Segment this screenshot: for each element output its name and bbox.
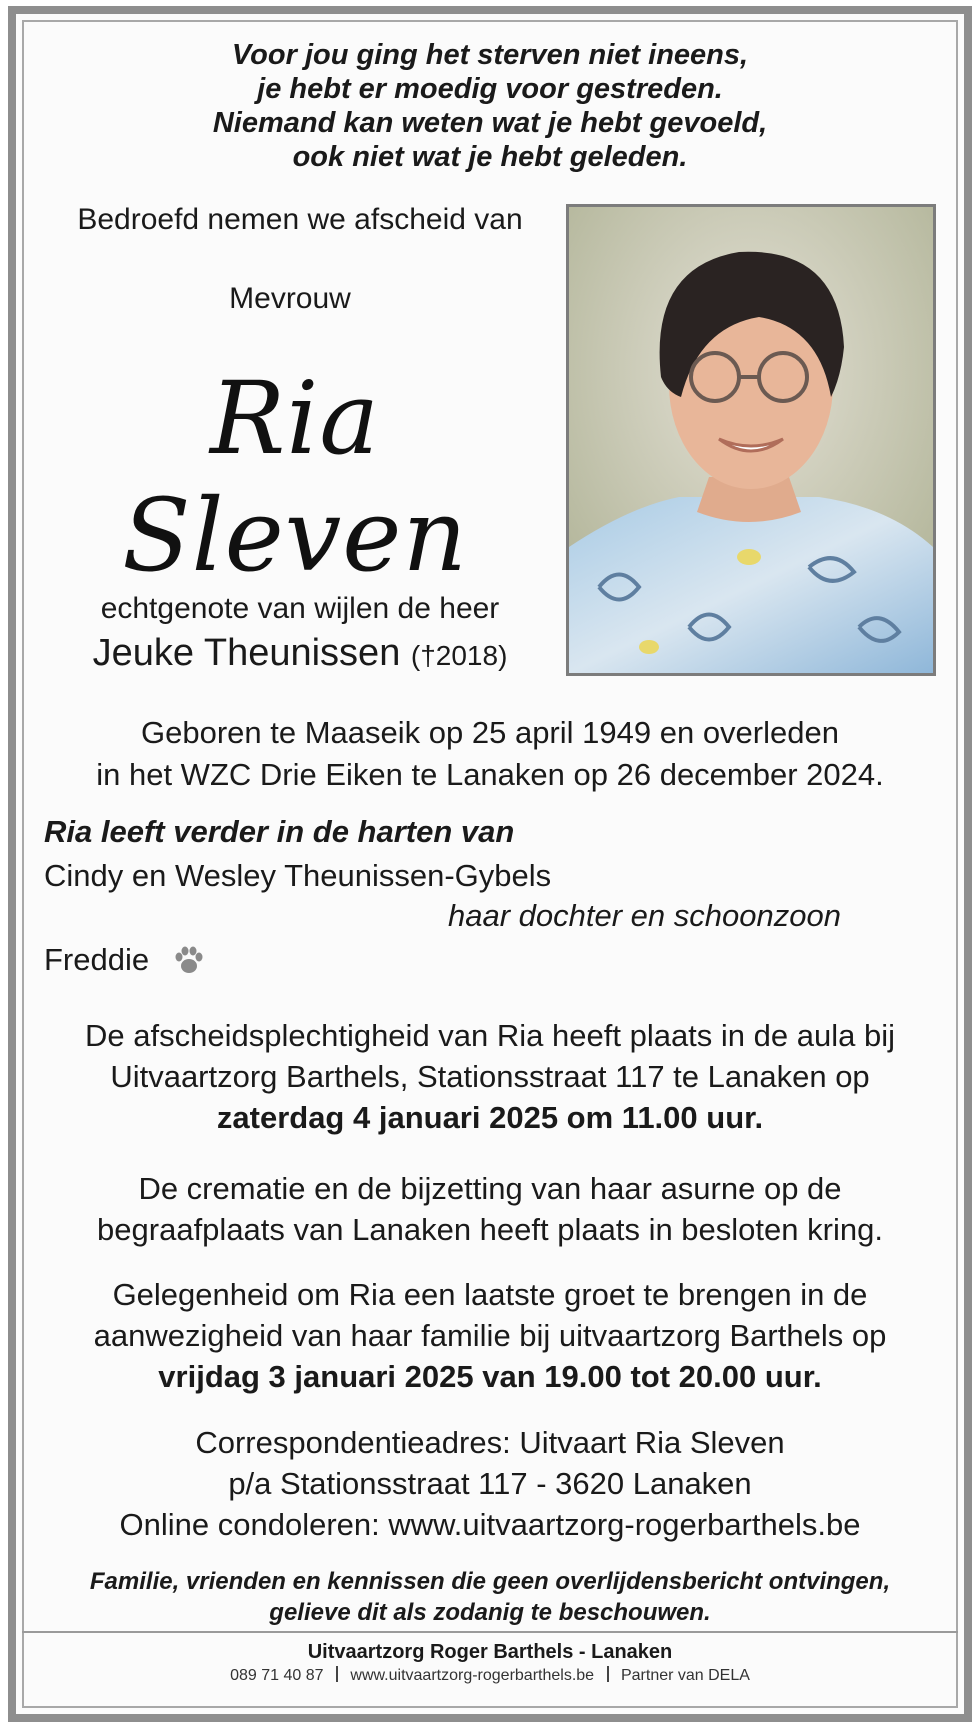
born-line: Geboren te Maaseik op 25 april 1949 en overleden: [141, 715, 839, 750]
portrait-photo: [566, 204, 936, 676]
footer-partner: Partner van DELA: [620, 1667, 750, 1684]
visitation-line: aanwezigheid van haar familie bij uitvaartzorg Barthels op: [93, 1318, 887, 1353]
notice-line: gelieve dit als zodanig te beschouwen.: [269, 1599, 711, 1626]
poem-line: Voor jou ging het sterven niet ineens,: [231, 39, 749, 71]
spouse-name: Jeuke Theunissen: [92, 632, 401, 674]
poem-line: Niemand kan weten wat je hebt gevoeld,: [212, 107, 768, 139]
visitation-datetime: vrijdag 3 januari 2025 van 19.00 tot 20.00 uur.: [158, 1359, 822, 1394]
poem-line: je hebt er moedig voor gestreden.: [257, 73, 723, 105]
ceremony-info: [0, 1015, 980, 1138]
footer-separator: [607, 1666, 609, 1682]
pet-line: [44, 942, 207, 978]
contact-info: [0, 1422, 980, 1545]
footer-website[interactable]: www.uitvaartzorg-rogerbarthels.be: [350, 1667, 595, 1684]
ceremony-datetime: zaterdag 4 januari 2025 om 11.00 uur.: [216, 1100, 764, 1135]
correspondence-address: Correspondentieadres: Uitvaart Ria Sleven: [195, 1425, 785, 1460]
pet-name: Freddie: [44, 942, 150, 977]
visitation-line: Gelegenheid om Ria een laatste groet te brengen in de: [112, 1277, 868, 1312]
deceased-name: Ria Sleven: [122, 360, 468, 594]
spouse-death-year: (†2018): [410, 640, 508, 671]
footer-separator: [336, 1666, 338, 1682]
ceremony-line: De afscheidsplechtigheid van Ria heeft plaats in de aula bij: [85, 1018, 895, 1053]
paw-icon: [171, 942, 207, 978]
funeral-home-details: [0, 1666, 980, 1685]
cremation-line: De crematie en de bijzetting van haar asurne op de: [138, 1171, 842, 1206]
honorific: Mevrouw: [229, 282, 351, 315]
poem: [0, 38, 980, 174]
footer-divider: [22, 1631, 958, 1633]
intro-text: Bedroefd nemen we afscheid van: [77, 203, 523, 236]
lives-on-heading: Ria leeft verder in de harten van: [44, 814, 515, 849]
portrait-illustration: [569, 207, 933, 673]
birth-death-info: [0, 712, 980, 796]
cremation-line: begraafplaats van Lanaken heeft plaats in besloten kring.: [97, 1212, 883, 1247]
family-relation: haar dochter en schoonzoon: [448, 898, 841, 933]
family-names: Cindy en Wesley Theunissen-Gybels: [44, 858, 552, 893]
notice-line: Familie, vrienden en kennissen die geen overlijdensbericht ontvingen,: [89, 1568, 891, 1595]
footer-phone[interactable]: 089 71 40 87: [230, 1667, 324, 1684]
born-line: in het WZC Drie Eiken te Lanaken op 26 december 2024.: [96, 757, 884, 792]
funeral-home-title: Uitvaartzorg Roger Barthels - Lanaken: [307, 1641, 673, 1663]
poem-line: ook niet wat je hebt geleden.: [292, 141, 688, 173]
visitation-info: [0, 1274, 980, 1397]
online-condolence[interactable]: Online condoleren: www.uitvaartzorg-rogerbarthels.be: [119, 1507, 861, 1542]
ceremony-line: Uitvaartzorg Barthels, Stationsstraat 117 te Lanaken op: [110, 1059, 870, 1094]
spouse-name-line: [40, 632, 560, 675]
notice-text: [0, 1566, 980, 1628]
postal-address: p/a Stationsstraat 117 - 3620 Lanaken: [228, 1466, 752, 1501]
spouse-line: echtgenote van wijlen de heer: [100, 592, 500, 625]
cremation-info: [0, 1168, 980, 1250]
